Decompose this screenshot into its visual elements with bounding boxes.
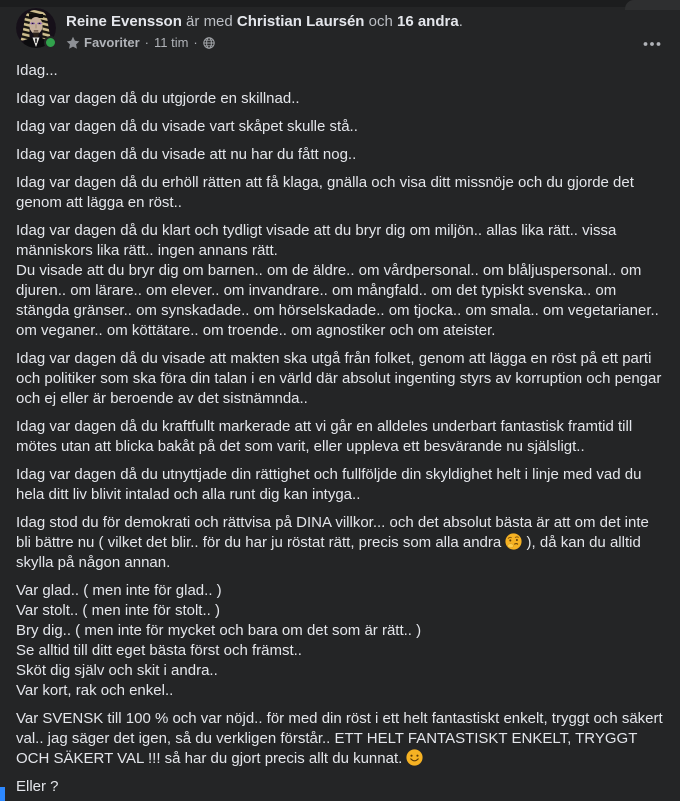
post-meta xyxy=(66,35,664,51)
more-options-button[interactable] xyxy=(634,26,670,62)
online-status-dot xyxy=(44,36,57,49)
post-paragraph: Var SVENSK till 100 % och var nöjd.. för med din röst i ett helt fantastiskt enkelt, tryggt och säkert val.. jag säger det igen, så du verkligen förstår.. ETT HELT FANTASTISKT ENKELT, TRYGGT OCH SÄKERT VAL !!! så har du gjort precis allt du kunnat. xyxy=(16,710,663,767)
byline-connector: är med xyxy=(181,13,237,30)
star-icon xyxy=(66,36,80,50)
author-name-link[interactable]: Reine Evensson xyxy=(66,13,182,30)
others-count-link[interactable]: 16 andra xyxy=(396,13,459,30)
post-paragraph: Idag var dagen då du visade vart skåpet skulle stå.. xyxy=(16,118,358,135)
post-paragraph: Idag var dagen då du kraftfullt markerade att vi går en alldeles underbart fantastisk framtid till mötes utan att blicka bakåt på det som varit, eller uppleva ett besvärande nu själsligt.. xyxy=(16,418,633,455)
post-paragraph: Var glad.. ( men inte för glad.. ) Var stolt.. ( men inte för stolt.. ) Bry dig.. ( men inte för mycket och bara om det som är rätt.. ) Se alltid till ditt eget bästa först och främst.. Sköt dig själv och skit i andra.. Var kort, rak och enkel.. xyxy=(16,582,422,699)
post-paragraph: Idag var dagen då du visade att nu har du fått nog.. xyxy=(16,146,357,163)
post-header-text xyxy=(66,8,664,51)
slightly-smiling-face-emoji xyxy=(406,749,423,766)
post-paragraph: Idag var dagen då du utgjorde en skillnad.. xyxy=(16,90,300,107)
audience-label: Favoriter xyxy=(84,35,140,50)
avatar[interactable] xyxy=(16,8,56,48)
thinking-face-emoji xyxy=(505,533,522,550)
meta-separator-2: · xyxy=(193,35,198,50)
post-paragraph: Idag stod du för demokrati och rättvisa på DINA villkor... och det absolut bästa är att om det inte bli bättre nu ( vilket det blir.. för du har ju röstat rätt, precis som alla andra ), då kan du alltid skylla på någon annan. xyxy=(16,514,649,571)
three-dots-icon xyxy=(642,34,662,54)
post-header xyxy=(0,8,680,57)
post-byline xyxy=(66,12,664,31)
post-paragraph: Idag... xyxy=(16,62,58,79)
post-paragraph: Eller ? xyxy=(16,778,59,795)
meta-separator: · xyxy=(144,35,149,50)
globe-icon xyxy=(203,37,215,49)
byline-period: . xyxy=(458,13,463,30)
post-timestamp[interactable]: 11 tim xyxy=(153,35,189,50)
post-paragraph: Idag var dagen då du utnyttjade din rättighet och fullföljde din skyldighet helt i linje med vad du hela ditt liv blivit intalad och alla runt dig kan intyga.. xyxy=(16,466,642,503)
tagged-person-link[interactable]: Christian Laursén xyxy=(236,13,365,30)
post-body xyxy=(0,57,680,797)
post-paragraph: Idag var dagen då du visade att makten ska utgå från folket, genom att lägga en röst på ett parti och politiker som ska föra din talan i en värld där absolut ingenting styrs av korruption och pengar och ej eller är beroende av det sistnämnda.. xyxy=(16,350,662,407)
byline-connector-2: och xyxy=(364,13,397,30)
blue-progress-fragment xyxy=(0,787,5,801)
post-paragraph: Idag var dagen då du klart och tydligt visade att du bryr dig om miljön.. allas lika rätt.. vissa människors lika rätt.. ingen annans rätt. Du visade att du bryr dig om barnen.. om de äldre.. om vårdpersonal.. om blåljuspersonal.. om djuren.. om lärare.. om elever.. om invandrare.. om mångfald.. om det typiskt svenska.. om stängda gränser.. om synskadade.. om hörselskadade.. om tjocka.. om smala.. om vegetarianer.. om veganer.. om köttätare.. om troende.. om agnostiker och om ateister. xyxy=(16,222,659,339)
post-paragraph: Idag var dagen då du erhöll rätten att få klaga, gnälla och visa ditt missnöje och du gjorde det genom att lägga en röst.. xyxy=(16,174,634,211)
